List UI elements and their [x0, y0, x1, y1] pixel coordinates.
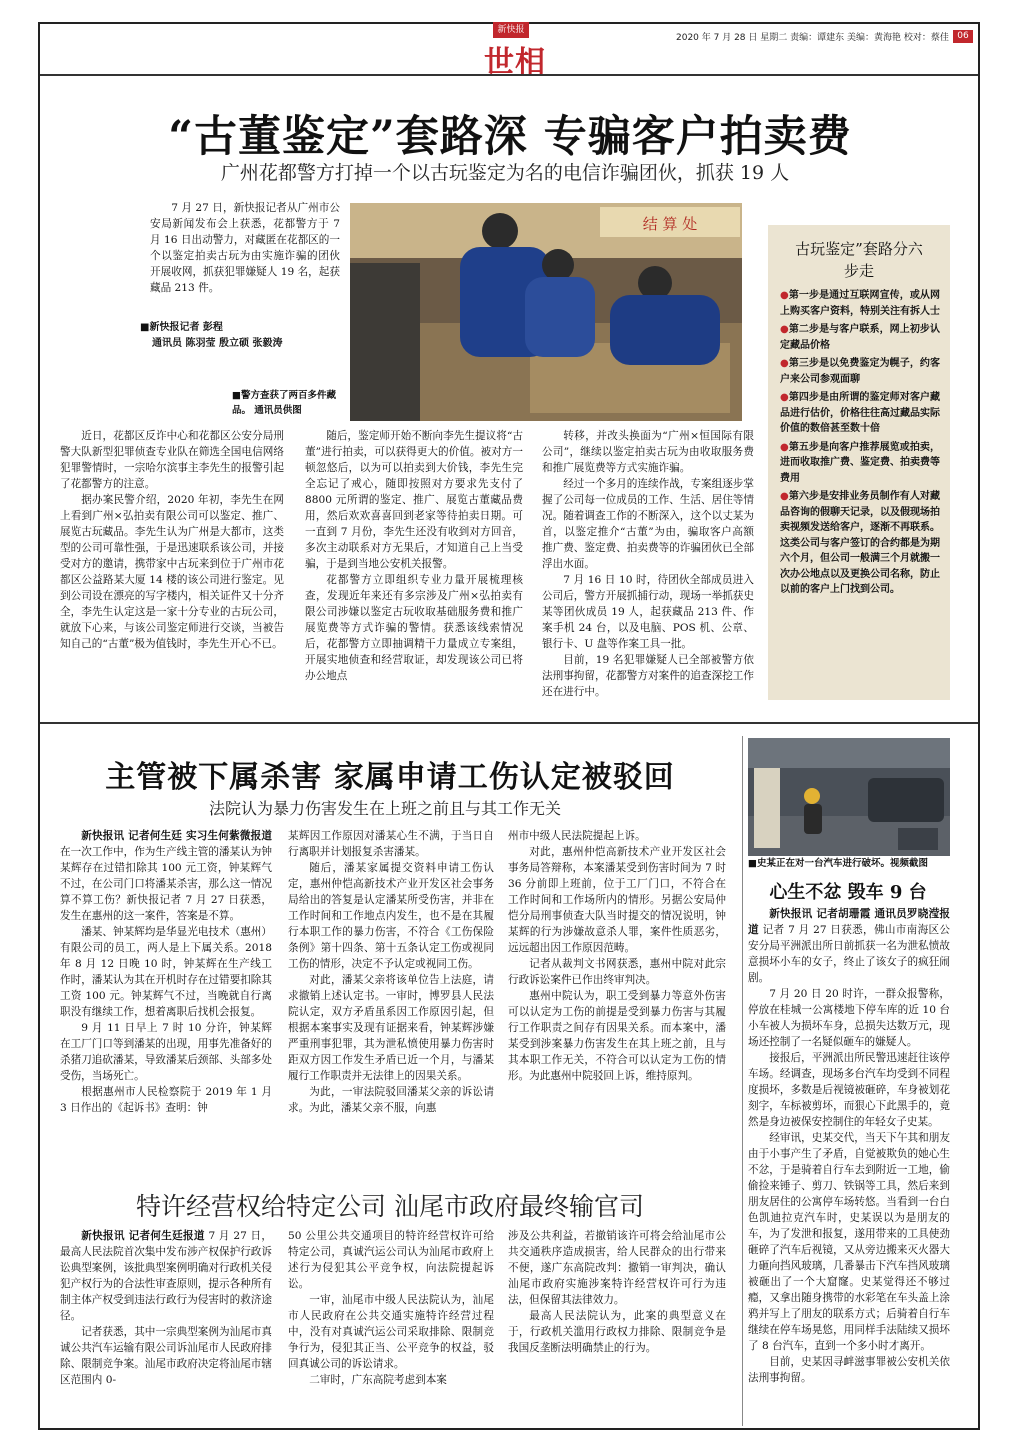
story1-lead: 7 月 27 日，新快报记者从广州市公安局新闻发布会上获悉，花都警方于 7 月 16 日出动警力，对藏匿在花都区的一个以鉴定拍卖古玩为由实施诈骗的团伙开展收网，抓获犯罪嫌疑人 19 名，起获藏品 213 件。 [150, 202, 340, 294]
story1-column-1: 近日，花都区反诈中心和花都区公安分局刑警大队新型犯罪侦查专业队在筛选全国电信网络犯罪警情时，一宗哈尔滨事主李先生的报警引起了花都警方的注意。 据办案民警介绍，2020 年初，李先生在网上看到广州×弘拍卖有限公司可以鉴定、推广、展览古玩藏品。李先生认为广州是大都市，这类型的公司可靠性强，于是迅速联系该公司，并接受对方的邀请，携带家中古玩来到位于广州市花都区公益路某大厦 14 楼的该公司进行鉴定。见到公司设在漂亮的写字楼内，相关证件又十分齐全，李先生认定这是一家十分专业的古玩公司，就放下心来，与该公司鉴定师进行交谈，当被告知自己的“古董”极为值钱时，李先生开心不已。 [60, 430, 284, 650]
story3-headline: 心生不忿 毁车 9 台 [769, 882, 927, 903]
story3-body: 新快报讯 记者胡珊霞 通讯员罗晓滢报道 记者 7 月 27 日获悉，佛山市南海区公安分局平洲派出所日前抓获一名为泄私愤故意损坏小车的女子，终止了该女子的疯狂闹剧。 7 月 20 日 20 时许，一群众报警称，停放在桂城一公寓楼地下停车库的近 10 台小车被人为损坏车身，总损失达数万元，现场还控制了一名疑似砸车的嫌疑人。 接报后，平洲派出所民警迅速赶往该停车场。经调查，现场多台汽车均受到不同程度损坏，多数是后视镜被砸碎，车身被划花刻字，车标被剪坏，而狠心下此黑手的，竟然是身边被保安控制住的年轻女子史某。 经审讯，史某交代，当天下午其和朋友由于小事产生了矛盾，自觉被欺负的她心生不忿，于是骑着自行车去到附近一工地，偷偷捡来锤子、剪刀、铁锅等工具，然后来到朋友居住的公寓停车场转悠。当看到一台白色凯迪拉克汽车时，史某误以为是朋友的车，为了发泄和报复，遂用带来的工具使劲砸碎了汽车后视镜，又从旁边搬来灭火器大力砸向挡风玻璃，几番暴击下汽车挡风玻璃被砸出了一个大窟窿。史某觉得还不够过瘾，又拿出随身携带的水彩笔在车头盖上涂鸦并写上了朋友的联系方式；后骑着自行车继续在停车场晃悠，用同样手法陆续又损坏了 8 台汽车，直到一个多小时才离开。 目前，史某因寻衅滋事罪被公安机关依法刑事拘留。 [748, 908, 950, 1384]
sidebar-title: 古玩鉴定”套路分六步走 [795, 240, 923, 280]
story3-photo [748, 738, 950, 856]
sidebar-step: ●第六步是安排业务员制作有人对藏品咨询的假聊天记录，以及假现场拍卖视频发送给客户，逐渐不再联系。这类公司与客户签订的合约都是为期六个月，但公司一般满三个月就搬一次办公地点以及更换公司名称，防止以前的客户上门找到公司。 [780, 491, 940, 595]
story4-headline: 特许经营权给特定公司 汕尾市政府最终输官司 [136, 1192, 644, 1221]
story1-photo-caption: ■警方查获了两百多件藏品。 通讯员供图 [232, 390, 336, 416]
masthead-rule [40, 74, 978, 76]
story4-column-1: 新快报讯 记者何生廷报道 7 月 27 日，最高人民法院首次集中发布涉产权保护行政诉讼典型案例，该批典型案例明确对行政机关侵犯产权行为的合法性审查原则，提示各种所有制主体产权受到违法行政行为侵害时的救济途径。 记者获悉，其中一宗典型案例为汕尾市真诚公共汽车运输有限公司诉汕尾市人民政府排除、限制竞争案。汕尾市政府决定将汕尾市辖区范围内 0- [60, 1230, 272, 1386]
story1-photo [350, 203, 742, 421]
section-divider [40, 722, 978, 724]
story1-byline: ■新快报记者 彭程 通讯员 陈羽莹 殷立硕 张毅涛 [140, 322, 283, 349]
story1-headline: “古董鉴定”套路深 专骗客户拍卖费 [168, 112, 852, 162]
section-title: 世相 [484, 45, 546, 80]
story3-photo-caption: ■史某正在对一台汽车进行破坏。视频截图 [748, 858, 928, 869]
photo-sign-text: 结 算 处 [642, 215, 698, 233]
story4-column-3: 涉及公共利益，若撤销该许可将会给汕尾市公共交通秩序造成损害，给人民群众的出行带来不便，遂广东高院改判：撤销一审判决，确认汕尾市政府实施涉案特许经营权许可行为违法，但保留其法律效力。 最高人民法院认为，此案的典型意义在于，行政机关滥用行政权力排除、限制竞争是我国反垄断法明确禁止的行为。 [508, 1230, 726, 1354]
parking-garage-surveillance-image [748, 738, 950, 856]
dateline: 2020 年 7 月 28 日 星期二 责编：谭建东 美编：黄海艳 校对：蔡佳 [676, 33, 949, 43]
page-number: 06 [953, 30, 973, 43]
story2-headline: 主管被下属杀害 家属申请工伤认定被驳回 [105, 760, 675, 795]
story1-column-2: 随后，鉴定师开始不断向李先生提议将“古董”进行拍卖，可以获得更大的价值。被对方一顿忽悠后，以为可以拍卖到大价钱，李先生完全忘记了戒心，随即按照对方要求先支付了 8800 元所谓的鉴定、推广、展览古董藏品费用，然后欢欢喜喜回到老家等待拍卖日期。可一直到 7 月份，李先生还没有收到对方回音，多次主动联系对方无果后，才知道自己上当受骗，于是到当地公安机关报警。 花都警方立即组织专业力量开展梳理核查，发现近年来还有多宗涉及广州×弘拍卖有限公司涉嫌以鉴定古玩收取基础服务费和推广展览费等方式诈骗的警情。获悉该线索情况后，花都警方立即抽调精干力量成立专案组，开展实地侦查和经营取证，却发现该公司已将办公地点 [305, 430, 523, 682]
sidebar-step: ●第一步是通过互联网宣传，或从网上购买客户资料，特别关注有拆人士 [780, 290, 940, 317]
story2-column-3: 州市中级人民法院提起上诉。 对此，惠州仲恺高新技术产业开发区社会事务局答辩称，本案潘某受到伤害时间为 7 时 36 分前即上班前，位于工厂门口，不符合在工作时间和工作场所内的情形。另据公安局仲恺分局刑事侦查大队当时提交的情况说明，钟某辉的行为涉嫌故意杀人罪，案件性质恶劣，远远超出因工作原因范畴。 记者从裁判文书网获悉，惠州中院对此宗行政诉讼案件已作出终审判决。 惠州中院认为，职工受到暴力等意外伤害可以认定为工伤的前提是受到暴力伤害与其履行工作职责之间存有因果关系。而本案中，潘某受到涉案暴力伤害发生在其上班之前，且与其本职工作无关，不符合可以认定为工伤的情形。为此惠州中院驳回上诉，维持原判。 [508, 830, 726, 1082]
newspaper-badge: 新快报 [493, 22, 529, 38]
story4-column-2: 50 公里公共交通项目的特许经营权许可给特定公司，真诚汽运公司认为汕尾市政府上述行为侵犯其公平竞争权，向法院提起诉讼。 一审，汕尾市中级人民法院认为，汕尾市人民政府在公共交通实施特许经营过程中，没有对真诚汽运公司采取排除、限制竞争行为，侵犯其正当、公平竞争的权益，驳回真诚公司的诉讼请求。 二审时，广东高院考虑到本案 [288, 1230, 494, 1386]
column-divider [742, 736, 743, 1426]
story1-subheadline: 广州花都警方打掉一个以古玩鉴定为名的电信诈骗团伙，抓获 19 人 [220, 162, 790, 184]
story2-column-1: 新快报讯 记者何生廷 实习生何紫微报道 在一次工作中，作为生产线主管的潘某认为钟某辉存在过错扣除其 100 元工资，钟某辉气不过，在公司门口将潘某杀害，那么这一情况算不算工伤？新快报记者 7 月 27 日获悉，发生在惠州的这一案件，答案是不算。 潘某、钟某辉均是华显光电技术（惠州）有限公司的员工，两人是上下属关系。2018 年 8 月 12 日晚 10 时，钟某辉在生产线工作时，潘某认为其在开机时存在过错要扣除其工资 100 元。钟某辉气不过，当晚就自行离职没有继续工作，想着离职后找机会报复。 9 月 11 日早上 7 时 10 分许，钟某辉在工厂门口等到潘某的出现，用事先准备好的杀猪刀追砍潘某，导致潘某后颈部、头部多处受伤，当场死亡。 根据惠州市人民检察院于 2019 年 1 月 3 日作出的《起诉书》查明：钟 [60, 830, 272, 1114]
story2-subheadline: 法院认为暴力伤害发生在上班之前且与其工作无关 [208, 799, 561, 818]
story2-column-2: 某辉因工作原因对潘某心生不满，于当日自行离职并计划报复杀害潘某。 随后，潘某家属提交资料申请工伤认定，惠州仲恺高新技术产业开发区社会事务局给出的答复是认定潘某所受伤害，并非在工作时间和工作地点内发生，也不是在其履行本职工作的暴力伤害，不符合《工伤保险条例》第十四条、第十五条认定工伤或视同工伤的情形，决定不予认定或视同工伤。 对此，潘某父亲将该单位告上法庭，请求撤销上述认定书。一审时，博罗县人民法院认定，双方矛盾虽系因工作原因引起，但根据本案事实及现有证据来看，钟某辉涉嫌严重刑事犯罪，其为泄私愤使用暴力伤害时距双方因工作发生矛盾已近一个月，与潘某履行工作职责并无法律上的因果关系。 为此，一审法院驳回潘某父亲的诉讼请求。为此，潘某父亲不服，向惠 [288, 830, 494, 1114]
story1-column-3: 转移，并改头换面为“广州×恒国际有限公司”，继续以鉴定拍卖古玩为由收取服务费和推广展览费等方式实施诈骗。 经过一个多月的连续作战，专案组逐步掌握了公司每一位成员的工作、生活、居住等情况。随着调查工作的不断深入，这个以丈某为首，以鉴定推介“古董”为由，骗取客户高额推广费、鉴定费、拍卖费等的诈骗团伙已全部浮出水面。 7 月 16 日 10 时，待团伙全部成员进入公司后，警方开展抓捕行动，现场一举抓获史某等团伙成员 19 人，起获藏品 213 件、作案手机 24 台，以及电脑、POS 机、公章、银行卡、U 盘等作案工具一批。 目前，19 名犯罪嫌疑人已全部被警方依法刑事拘留，花都警方对案件的追查深挖工作还在进行中。 [542, 430, 754, 698]
police-inspecting-antiques-image [350, 203, 742, 421]
sidebar-step: ●第二步是与客户联系，网上初步认定藏品价格 [780, 324, 940, 351]
sidebar-steps [780, 288, 940, 601]
sidebar-step: ●第三步是以免费鉴定为幌子，约客户来公司参观面聊 [780, 358, 940, 385]
sidebar-step: ●第五步是向客户推荐展览或拍卖，进而收取推广费、鉴定费、拍卖费等费用 [780, 441, 940, 484]
sidebar-step: ●第四步是由所谓的鉴定师对客户藏品进行估价，价格往往高过藏品实际价值的数倍甚至数十倍 [780, 392, 940, 434]
